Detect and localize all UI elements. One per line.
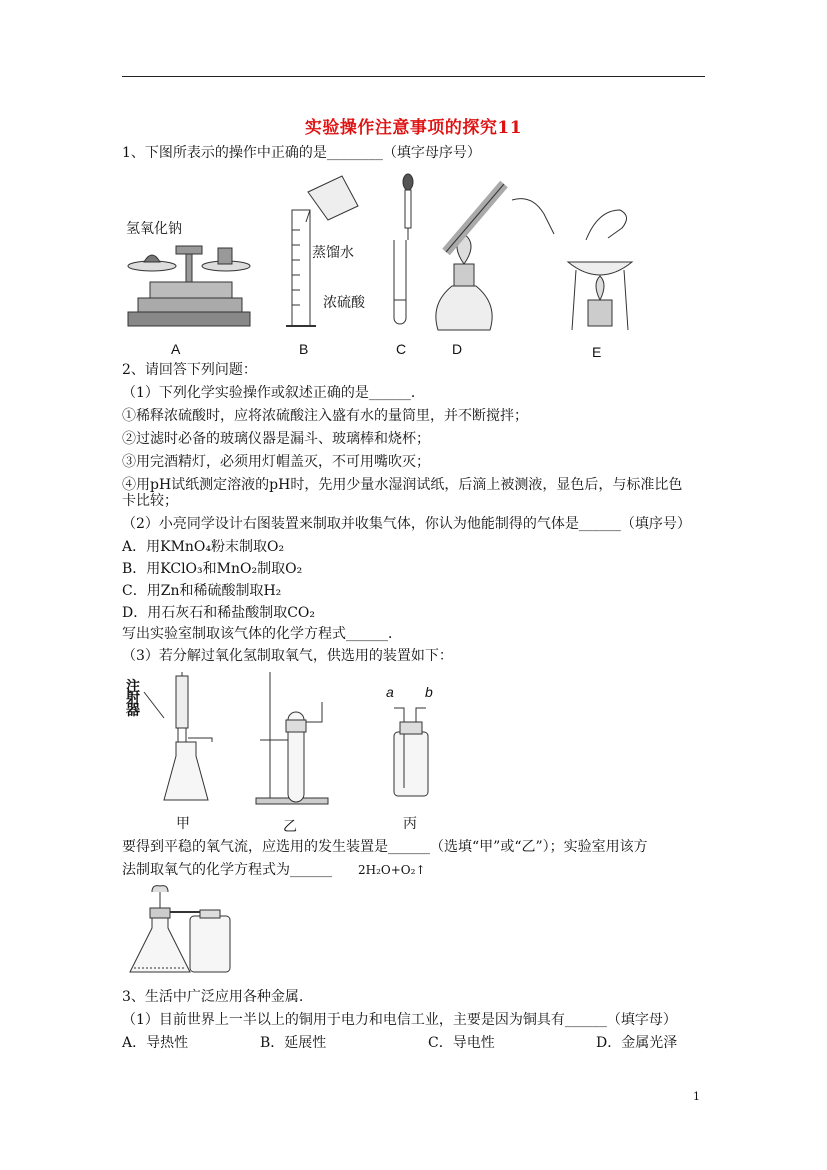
caption-c: C (396, 341, 407, 357)
q1-text: 1、下图所表示的操作中正确的是________（填字母序号） (122, 145, 481, 161)
q2-part3-line2: 法制取氧气的化学方程式为______ (122, 862, 332, 878)
q2-choice-b: B．用KClO₃和MnO₂制取O₂ (122, 561, 303, 577)
q2-option4a: ④用pH试纸测定溶液的pH时，先用少量水湿润试纸，后滴上被测液，显色后，与标准比色 (122, 477, 683, 493)
balance-figure (128, 246, 250, 326)
apparatus-yi: 乙 (283, 818, 297, 834)
q2-option3: ③用完酒精灯，必须用灯帽盖灭，不可用嘴吹灭； (122, 454, 430, 470)
q1-figures (120, 170, 650, 335)
header-rule (122, 76, 705, 77)
label-a: a (386, 684, 394, 700)
q2-option1: ①稀释浓硫酸时，应将浓硫酸注入盛有水的量筒里，并不断搅拌； (122, 408, 528, 424)
q2-part3: （3）若分解过氧化氢制取氧气，供选用的装置如下： (122, 648, 453, 664)
page-number: 1 (693, 1090, 700, 1103)
dropper-figure (394, 174, 413, 324)
label-naoh: 氢氧化钠 (126, 220, 182, 236)
q3-option-a: A．导热性 (122, 1035, 189, 1051)
caption-b: B (299, 341, 309, 357)
q2-equation-prompt: 写出实验室制取该气体的化学方程式______． (122, 626, 402, 642)
caption-a: A (171, 341, 181, 357)
label-acid: 浓硫酸 (323, 294, 365, 310)
q2-choice-d: D．用石灰石和稀盐酸制取CO₂ (122, 605, 316, 621)
q2-part3-line1: 要得到平稳的氧气流，应选用的发生装置是______（选填“甲”或“乙”）；实验室用该方 (122, 839, 648, 855)
heating-figure (436, 184, 554, 330)
q2-option4b: 卡比较； (122, 493, 178, 509)
page-title: 实验操作注意事项的探究11 (304, 118, 523, 138)
apparatus-bing: 丙 (403, 815, 417, 831)
q2-part2: （2）小亮同学设计右图装置来制取并收集气体，你认为他能制得的气体是______（填序号） (122, 516, 691, 532)
q2-intro: 2、请回答下列问题： (122, 362, 257, 378)
q2-part3-equation: 2H₂O+O₂↑ (358, 863, 426, 877)
collection-figure (124, 884, 234, 976)
q3-intro: 3、生活中广泛应用各种金属. (122, 989, 304, 1005)
q2-choice-c: C．用Zn和稀硫酸制取H₂ (122, 583, 282, 599)
q3-option-b: B．延展性 (260, 1035, 327, 1051)
q2-choice-a: A．用KMnO₄粉末制取O₂ (122, 539, 285, 555)
caption-e: E (592, 344, 602, 360)
q2-option2: ②过滤时必备的玻璃仪器是漏斗、玻璃棒和烧杯； (122, 431, 430, 447)
apparatus-jia: 甲 (176, 815, 190, 831)
label-water: 蒸馏水 (312, 244, 354, 260)
label-b: b (425, 684, 433, 700)
q3-part1: （1）目前世界上一半以上的铜用于电力和电信工业，主要是因为铜具有______（填字母） (122, 1012, 677, 1028)
syringe-label: 注射器 (126, 678, 140, 718)
caption-d: D (452, 341, 463, 357)
q2-part1: （1）下列化学实验操作或叙述正确的是______． (122, 385, 425, 401)
q3-option-d: D．金属光泽 (596, 1035, 678, 1051)
evaporation-figure (568, 210, 632, 330)
q3-option-c: C．导电性 (428, 1035, 495, 1051)
